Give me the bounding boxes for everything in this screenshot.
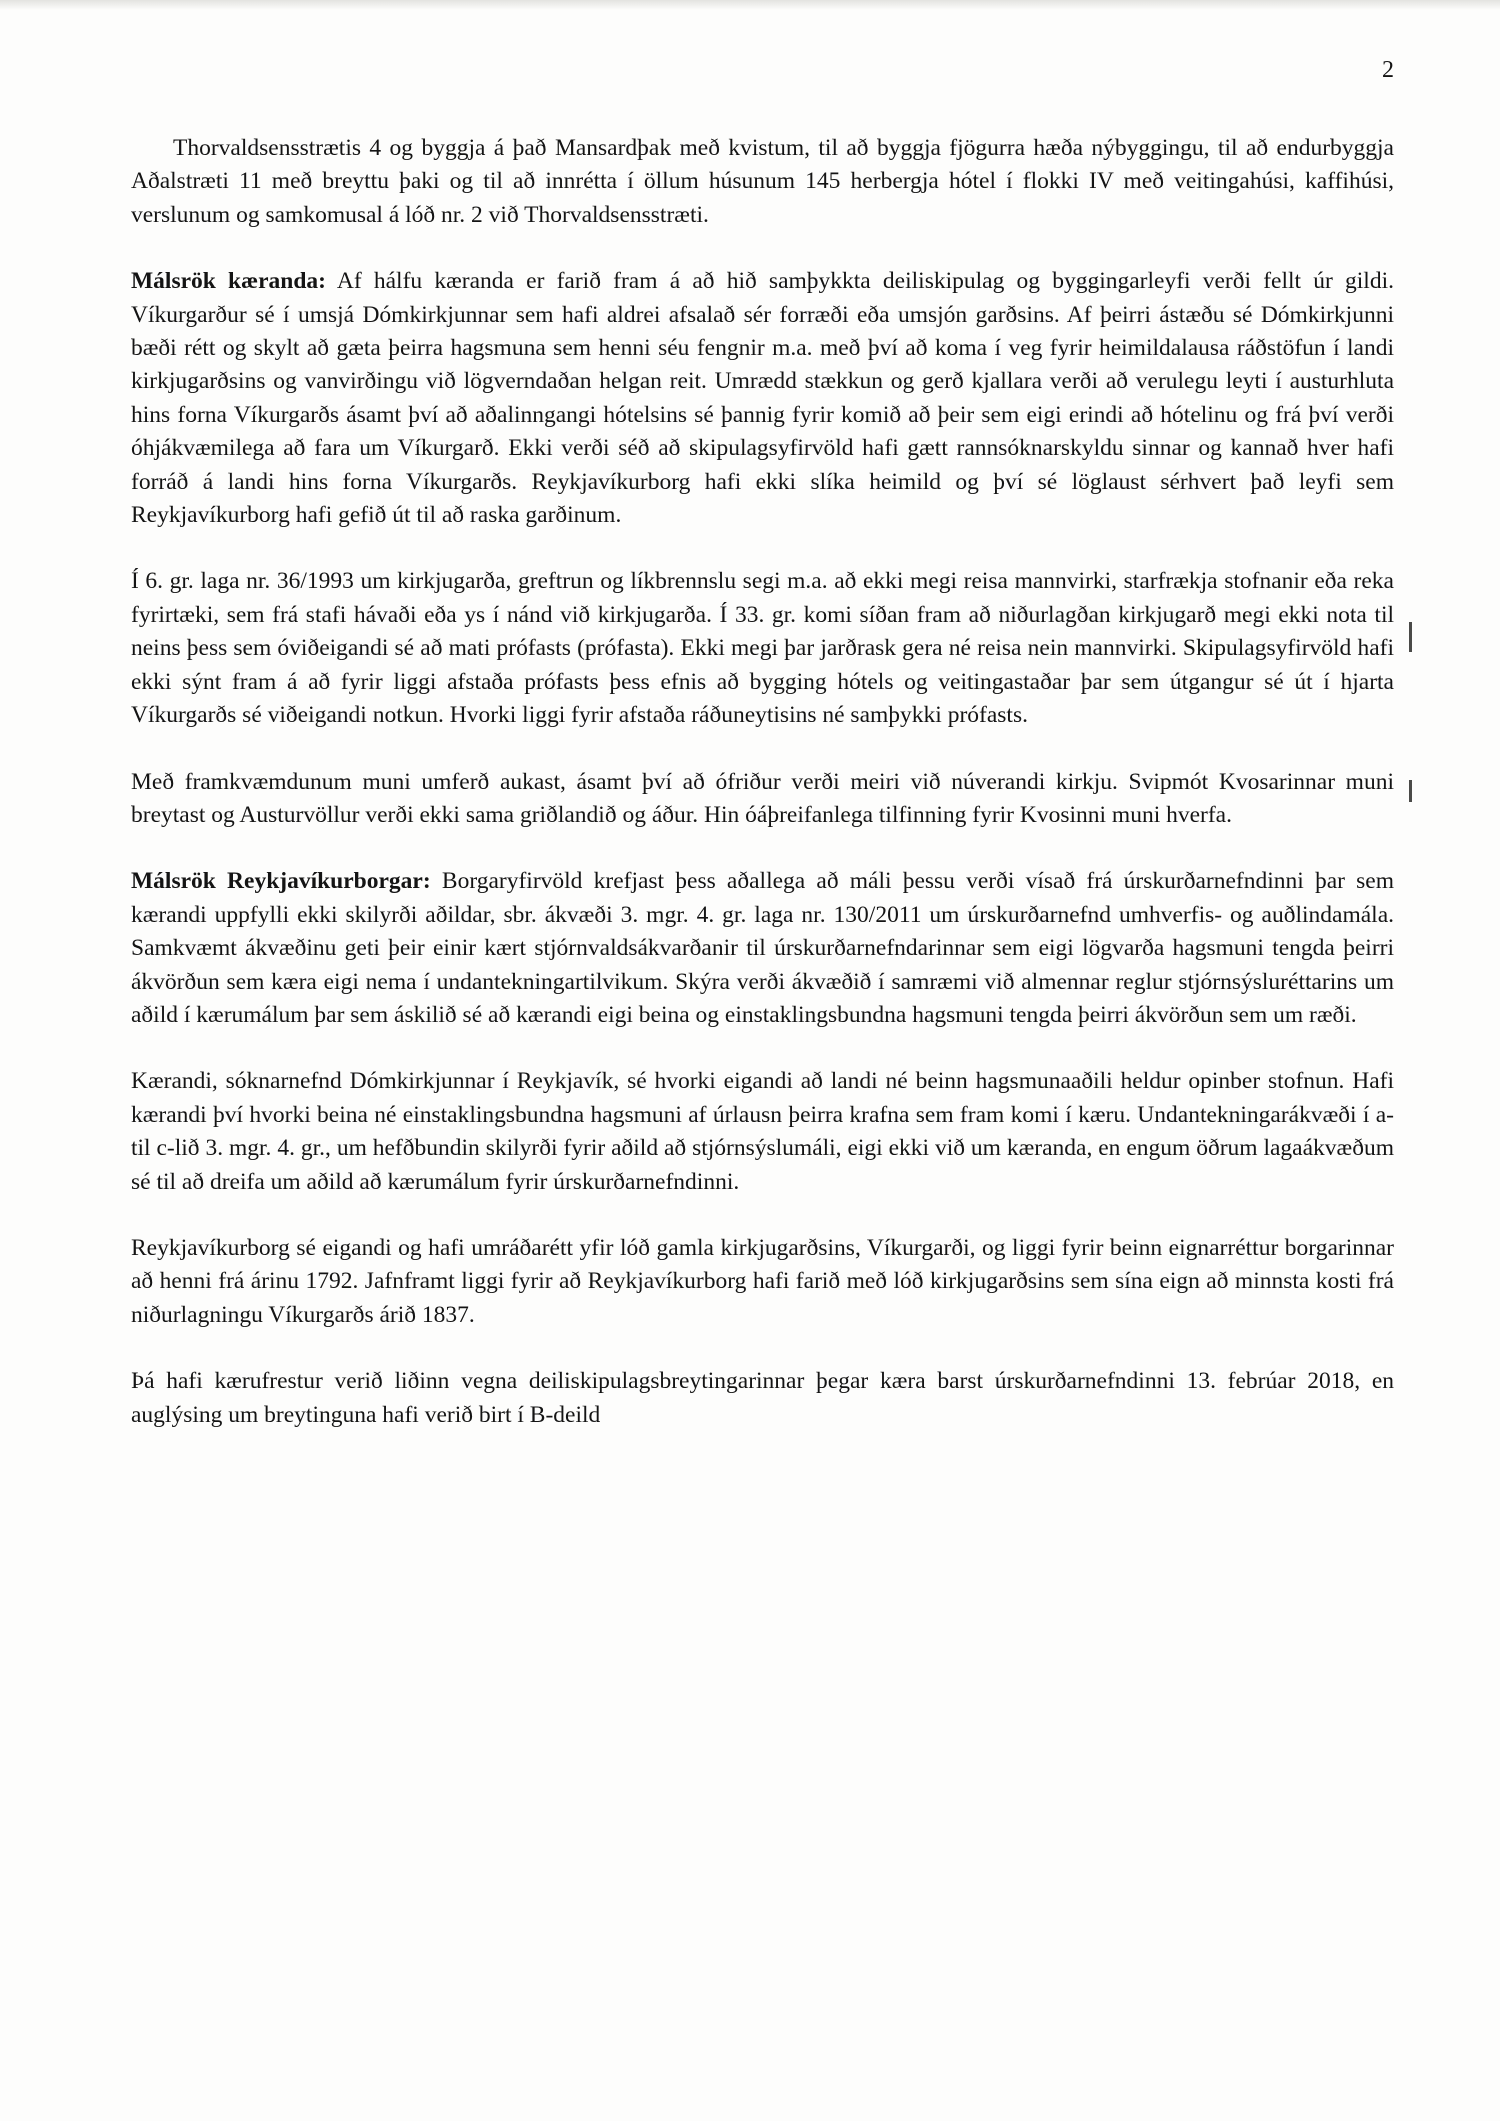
paragraph-continuation: [131, 132, 1394, 232]
paragraph-eignarrettur: [131, 1232, 1394, 1332]
page-number: 2: [1382, 57, 1394, 83]
scan-artifact: [1409, 622, 1412, 652]
paragraph-kaerufrestur: [131, 1365, 1394, 1432]
paragraph-framkvaemdir: [131, 766, 1394, 833]
paragraph-text: Þá hafi kærufrestur verið liðinn vegna deiliskipulagsbreytingarinnar þegar kæra barst úrskurðarnefndinni 13. febrúar 2018, en auglýsing um breytinguna hafi verið birt í B-deild: [131, 1368, 1394, 1428]
scan-edge: [0, 0, 1500, 10]
paragraph-kaerandi: [131, 1065, 1394, 1199]
paragraph-lead: Málsrök Reykjavíkurborgar:: [131, 868, 431, 895]
document-body: [131, 132, 1394, 1465]
paragraph-text: Kærandi, sóknarnefnd Dómkirkjunnar í Reykjavík, sé hvorki eigandi að landi né beinn hagsmunaaðili heldur opinber stofnun. Hafi kærandi því hvorki beina né einstaklingsbundna hagsmuni af úrlausn þeirra krafna sem fram komi í kæru. Undantekningarákvæði í a- til c-lið 3. mgr. 4. gr., um hefðbundin skilyrði fyrir aðild að stjórnsýslumáli, eigi ekki við um kæranda, en engum öðrum lagaákvæðum sé til að dreifa um aðild að kærumálum fyrir úrskurðarnefndinni.: [131, 1068, 1394, 1195]
scan-artifact: [1409, 780, 1412, 802]
paragraph-text: Reykjavíkurborg sé eigandi og hafi umráðarétt yfir lóð gamla kirkjugarðsins, Víkurgarði, og liggi fyrir beinn eignarréttur borgarinnar að henni frá árinu 1792. Jafnframt liggi fyrir að Reykjavíkurborg hafi farið með lóð kirkjugarðsins sem sína eign að minnsta kosti frá niðurlagningu Víkurgarðs árið 1837.: [131, 1234, 1394, 1328]
paragraph-text: Borgaryfirvöld krefjast þess aðallega að máli þessu verði vísað frá úrskurðarnefndinni þar sem kærandi uppfylli ekki skilyrði aðildar, sbr. ákvæði 3. mgr. 4. gr. laga nr. 130/2011 um úrskurðarnefnd umhverfis- og auðlindamála. Samkvæmt ákvæðinu geti þeir einir kært stjórnvaldsákvarðanir til úrskurðarnefndarinnar sem eigi lögvarða hagsmuni tengda þeirri ákvörðun sem kæra eigi nema í undantekningartilvikum. Skýra verði ákvæðið í samræmi við almennar reglur stjórnsýsluréttarins um aðild í kærumálum þar sem áskilið sé að kærandi eigi beina og einstaklingsbundna hagsmuni tengda þeirri ákvörðun sem um ræði.: [131, 868, 1394, 1028]
paragraph-malsrok-kaeranda: [131, 265, 1394, 532]
paragraph-text: Með framkvæmdunum muni umferð aukast, ásamt því að ófriður verði meiri við núverandi kirkju. Svipmót Kvosarinnar muni breytast og Austurvöllur verði ekki sama griðlandið og áður. Hin óáþreifanlega tilfinning fyrir Kvosinni muni hverfa.: [131, 768, 1394, 828]
paragraph-text: Í 6. gr. laga nr. 36/1993 um kirkjugarða, greftrun og líkbrennslu segi m.a. að ekki megi reisa mannvirki, starfrækja stofnanir eða reka fyrirtæki, sem frá stafi hávaði eða ys í nánd við kirkjugarða. Í 33. gr. komi síðan fram að niðurlagðan kirkjugarð megi ekki nota til neins þess sem óviðeigandi sé að mati prófasts (prófasta). Ekki megi þar jarðrask gera né reisa nein mannvirki. Skipulagsyfirvöld hafi ekki sýnt fram á að fyrir liggi afstaða prófasts þess efnis að bygging hótels og veitingastaðar þar sem útgangur sé út í hjarta Víkurgarðs sé viðeigandi notkun. Hvorki liggi fyrir afstaða ráðuneytisins né samþykki prófasts.: [131, 568, 1394, 729]
paragraph-malsrok-reykjavikurborgar: [131, 865, 1394, 1032]
paragraph-law-reference: [131, 565, 1394, 732]
paragraph-lead: Málsrök kæranda:: [131, 268, 326, 295]
paragraph-text: Af hálfu kæranda er farið fram á að hið samþykkta deiliskipulag og byggingarleyfi verði fellt úr gildi. Víkurgarður sé í umsjá Dómkirkjunnar sem hafi aldrei afsalað sér forræði eða umsjón garðsins. Af þeirri ástæðu sé Dómkirkjunni bæði rétt og skylt að gæta þeirra hagsmuna sem henni séu fengnir m.a. með því að koma í veg fyrir heimildalausa ráðstöfun í landi kirkjugarðsins og vanvirðingu við lögverndaðan helgan reit. Umrædd stækkun og gerð kjallara verði að verulegu leyti í austurhluta hins forna Víkurgarðs ásamt því að aðalinngangi hótelsins sé þannig fyrir komið að þeir sem eigi erindi að hótelinu og frá því verði óhjákvæmilega að fara um Víkurgarð. Ekki verði séð að skipulagsyfirvöld hafi gætt rannsóknarskyldu sinnar og kannað hver hafi forráð á landi hins forna Víkurgarðs. Reykjavíkurborg hafi ekki slíka heimild og því sé löglaust sérhvert það leyfi sem Reykjavíkurborg hafi gefið út til að raska garðinum.: [131, 268, 1394, 529]
paragraph-text: Thorvaldsensstrætis 4 og byggja á það Mansardþak með kvistum, til að byggja fjögurra hæða nýbyggingu, til að endurbyggja Aðalstræti 11 með breyttu þaki og til að innrétta í öllum húsunum 145 herbergja hótel í flokki IV með veitingahúsi, kaffihúsi, verslunum og samkomusal á lóð nr. 2 við Thorvaldsensstræti.: [131, 135, 1394, 228]
